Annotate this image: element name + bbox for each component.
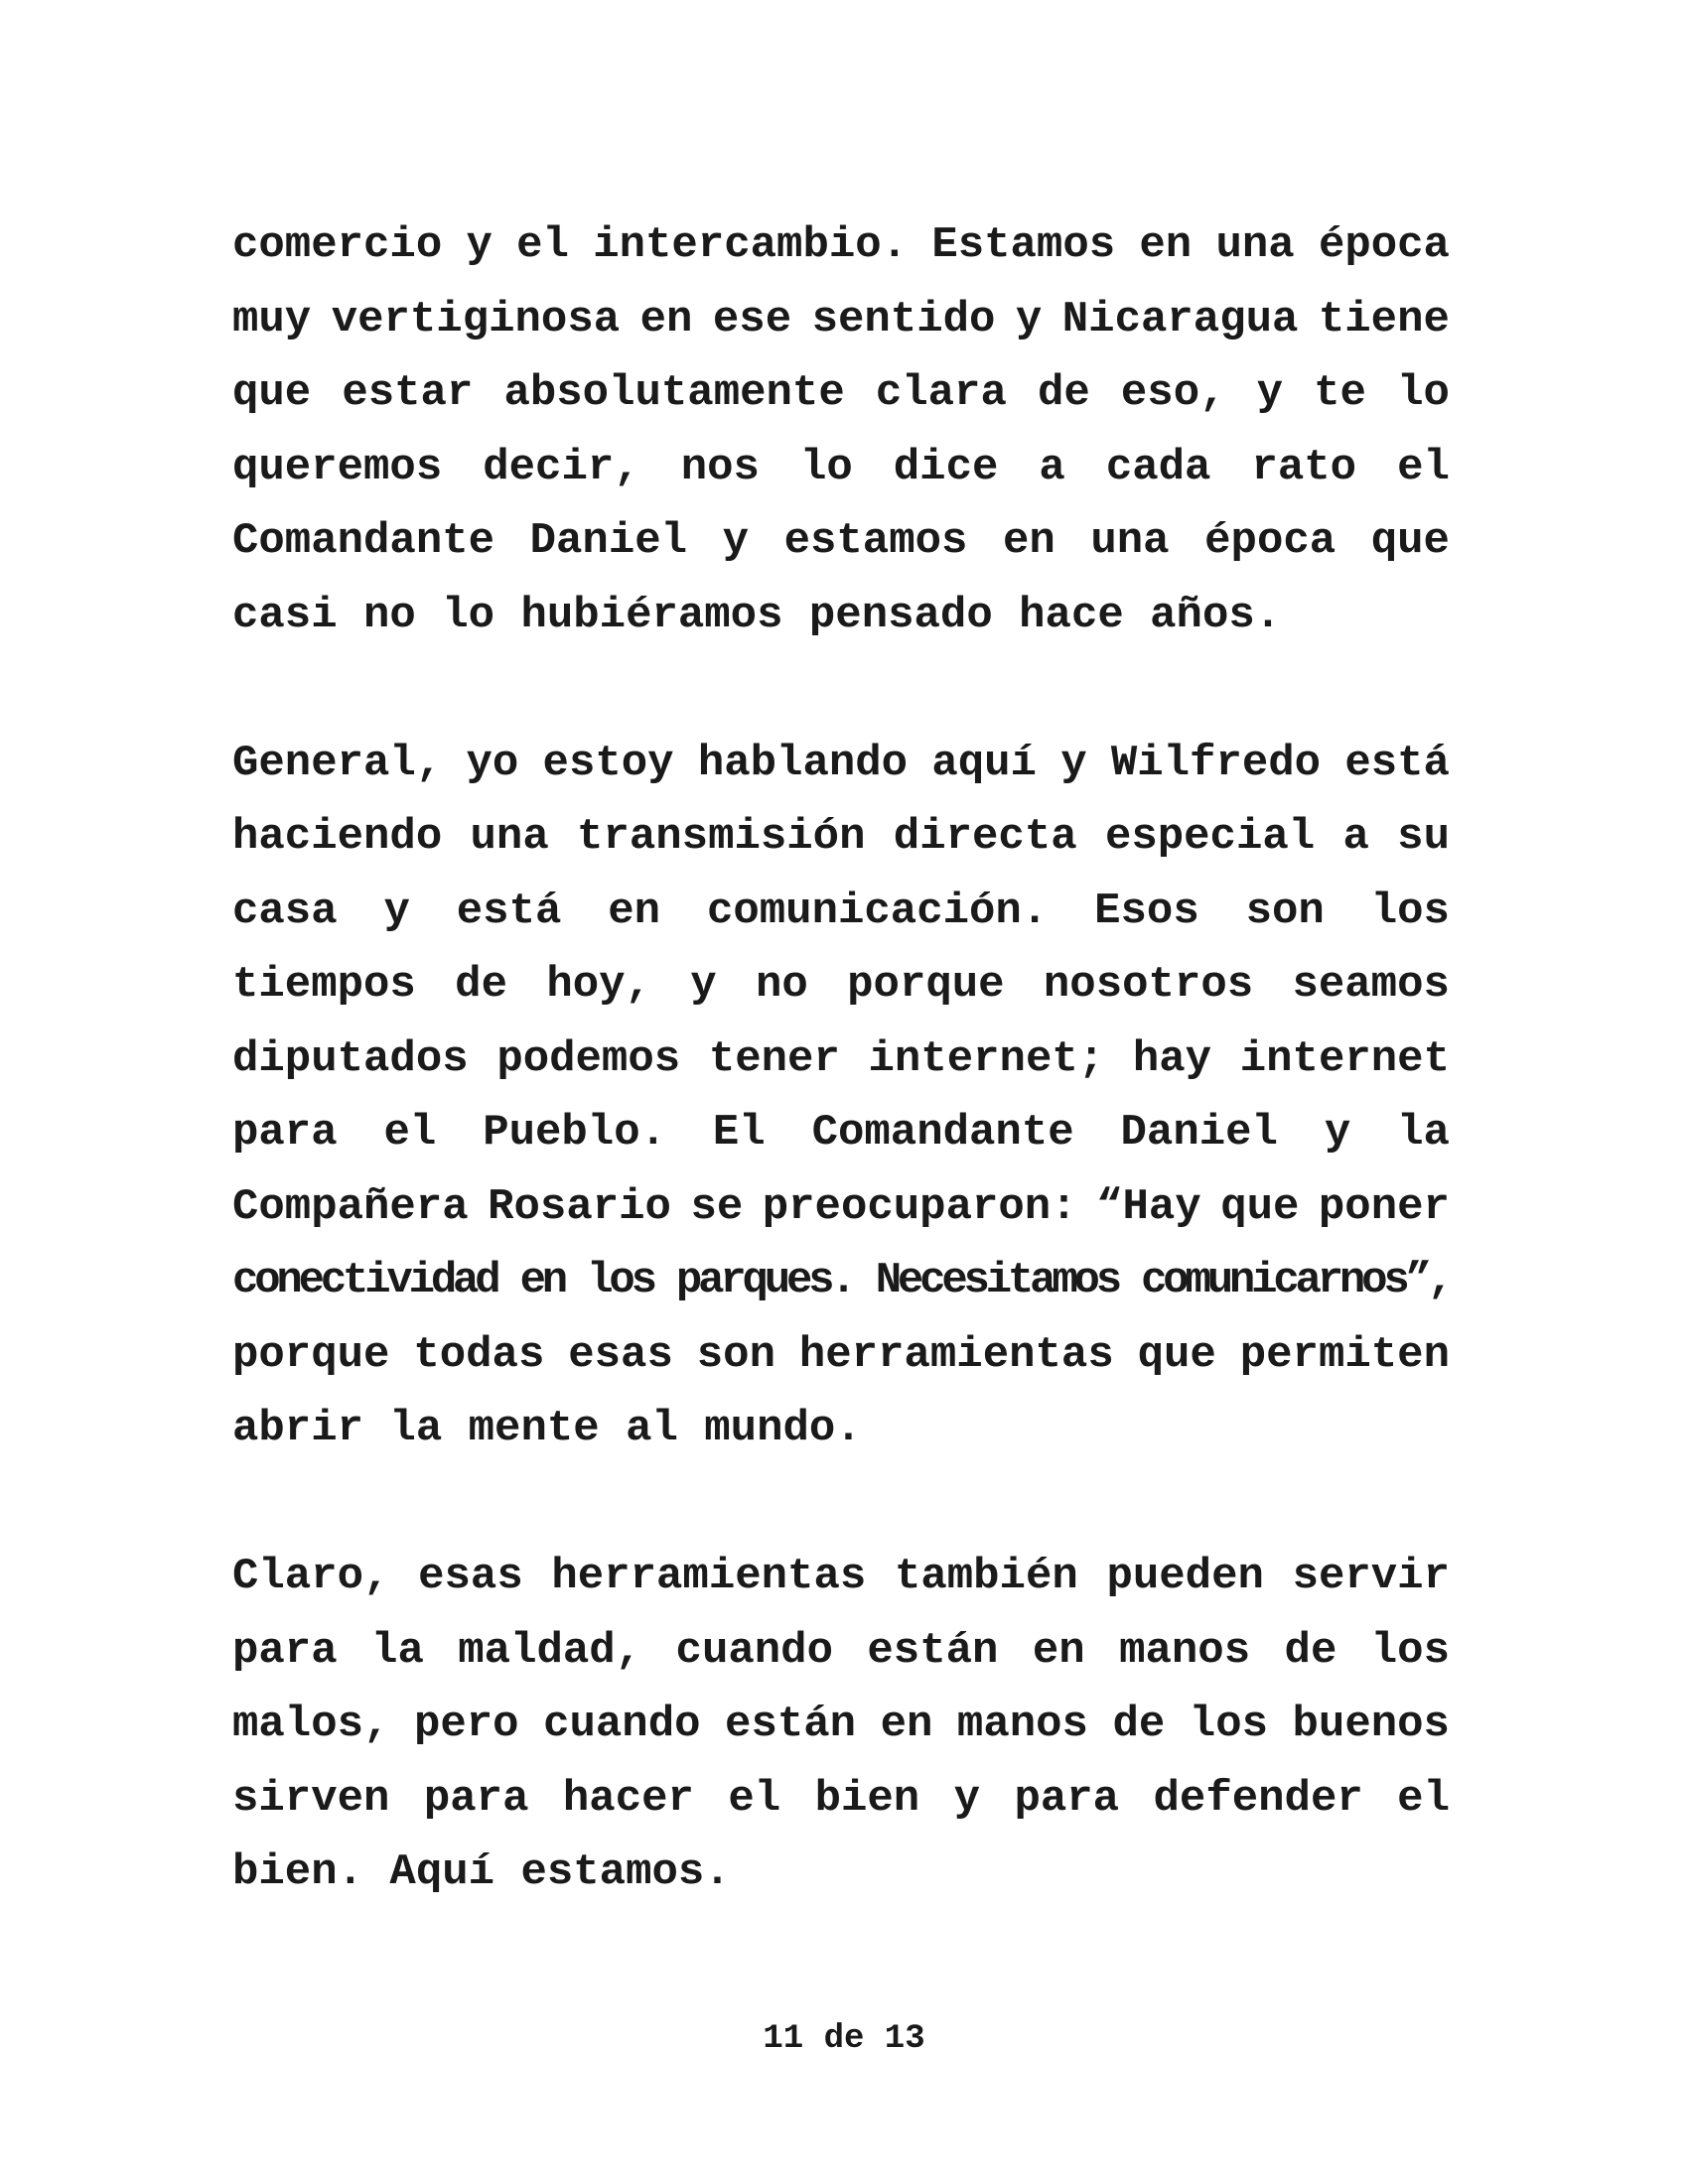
word: General, (232, 738, 443, 788)
word: está (1344, 738, 1450, 788)
word: y (690, 960, 717, 1010)
word: cuando (543, 1700, 701, 1749)
word: haciendo (232, 812, 443, 862)
word: para (423, 1773, 529, 1824)
text-line (232, 208, 1450, 283)
text-line (232, 800, 1450, 875)
text-line: bien. Aquí estamos. (232, 1847, 731, 1897)
word: pueden (1106, 1552, 1264, 1601)
word: que (1220, 1181, 1300, 1232)
word: Daniel (1120, 1108, 1278, 1158)
word: el (1397, 1773, 1450, 1824)
word: para (232, 1108, 338, 1158)
word: tener (708, 1033, 840, 1084)
text-line: abrir la mente al mundo. (232, 1404, 862, 1453)
word: está (456, 886, 562, 936)
word: esas (418, 1552, 523, 1601)
word: los (1189, 1700, 1269, 1749)
word: decir, (483, 442, 640, 492)
word: tiene (1318, 294, 1450, 344)
word: una (470, 812, 549, 862)
word: hay (1132, 1033, 1212, 1084)
word: el (516, 220, 569, 270)
word: herramientas (551, 1552, 867, 1601)
text-line (232, 875, 1450, 949)
word: no (756, 960, 808, 1010)
word: la (371, 1625, 424, 1676)
word: época (1204, 516, 1336, 566)
text-line (232, 1170, 1450, 1245)
word: y (1015, 294, 1043, 344)
word: y (1324, 1108, 1351, 1158)
word: manos (956, 1700, 1088, 1749)
word: muy (232, 294, 312, 344)
word: “Hay (1096, 1181, 1201, 1232)
word: también (894, 1552, 1078, 1601)
word: para (1014, 1773, 1120, 1824)
word: porque (847, 960, 1005, 1010)
word: pero (413, 1700, 519, 1749)
word: Comandante (811, 1108, 1074, 1158)
word: buenos (1292, 1700, 1450, 1749)
text-line (232, 1762, 1450, 1837)
text-line (232, 283, 1450, 357)
word: a (1039, 442, 1065, 492)
word: lo (799, 442, 853, 492)
word: comunicación. (706, 886, 1049, 936)
word: porque (232, 1329, 390, 1380)
word: una (1090, 516, 1170, 566)
text-line (232, 948, 1450, 1023)
word: y (1060, 738, 1087, 788)
word: absolutamente (503, 368, 845, 418)
text-line (232, 1023, 1450, 1097)
word: servir (1292, 1552, 1450, 1601)
text-line (232, 1318, 1450, 1393)
word: ese (712, 294, 792, 344)
word: Necesitamos (875, 1256, 1118, 1305)
paragraph-1 (232, 208, 1450, 652)
word: malos, (232, 1700, 390, 1749)
text-line: casi no lo hubiéramos pensado hace años. (232, 590, 1282, 640)
word: rato (1251, 442, 1357, 492)
word: aquí (931, 738, 1037, 788)
word: Wilfredo (1110, 738, 1322, 788)
word: tiempos (232, 960, 416, 1010)
word: de (1112, 1700, 1166, 1749)
word: dice (893, 442, 999, 492)
word: nosotros (1043, 960, 1254, 1010)
word: eso, (1120, 368, 1226, 418)
paragraph-2 (232, 727, 1450, 1466)
word: Compañera (232, 1181, 469, 1232)
word: te (1314, 368, 1366, 418)
word: Claro, (232, 1552, 390, 1601)
body-text (232, 208, 1450, 1983)
word: Rosario (488, 1181, 671, 1232)
word: cuando (675, 1625, 833, 1676)
word: transmisión (577, 812, 866, 862)
word: manos (1119, 1625, 1251, 1676)
word: internet (1239, 1033, 1450, 1084)
word: sentido (811, 294, 996, 344)
word: defender (1153, 1773, 1363, 1824)
word: la (1397, 1108, 1450, 1158)
word: en (880, 1700, 933, 1749)
word: preocuparon: (762, 1181, 1077, 1232)
word: época (1318, 220, 1450, 270)
word: conectividad (232, 1256, 497, 1305)
word: en (1032, 1625, 1085, 1676)
word: bien (814, 1773, 920, 1824)
word: maldad, (458, 1625, 642, 1676)
text-line (232, 1614, 1450, 1689)
word: esas (568, 1329, 673, 1380)
word: estamos (783, 516, 968, 566)
word: para (232, 1625, 338, 1676)
word: seamos (1292, 960, 1450, 1010)
word: cada (1105, 442, 1211, 492)
word: y (953, 1773, 981, 1824)
word: están (867, 1625, 999, 1676)
word: todas (413, 1329, 545, 1380)
word: El (712, 1108, 766, 1158)
word: en (608, 886, 661, 936)
word: queremos (232, 442, 443, 492)
word: comercio (232, 220, 443, 270)
word: herramientas (798, 1329, 1114, 1380)
text-line (232, 1244, 1450, 1318)
word: y (466, 220, 492, 270)
word: internet; (868, 1033, 1105, 1084)
word: el (383, 1108, 437, 1158)
word: son (1245, 886, 1325, 936)
word: parques. (675, 1256, 853, 1305)
word: diputados (232, 1033, 469, 1084)
word: que (232, 368, 312, 418)
word: intercambio. (593, 220, 909, 270)
word: vertiginosa (331, 294, 621, 344)
word: y (383, 886, 410, 936)
word: en (639, 294, 693, 344)
paragraph-3 (232, 1540, 1450, 1910)
word: y (722, 516, 750, 566)
word: comunicarnos”, (1141, 1256, 1450, 1305)
word: Pueblo. (483, 1108, 667, 1158)
word: de (1284, 1625, 1337, 1676)
word: hoy, (546, 960, 651, 1010)
word: Estamos (931, 220, 1116, 270)
word: yo (466, 738, 519, 788)
word: son (696, 1329, 775, 1380)
word: de (1037, 368, 1090, 418)
word: Comandante (232, 516, 495, 566)
word: los (1370, 886, 1450, 936)
word: en (519, 1256, 565, 1305)
text-line (232, 431, 1450, 505)
word: los (1370, 1625, 1450, 1676)
word: que (1370, 516, 1450, 566)
word: lo (1397, 368, 1450, 418)
text-line (232, 727, 1450, 801)
word: nos (680, 442, 760, 492)
word: especial (1104, 812, 1316, 862)
word: permiten (1239, 1329, 1450, 1380)
word: el (1397, 442, 1450, 492)
word: Esos (1094, 886, 1199, 936)
text-line (232, 356, 1450, 431)
word: que (1137, 1329, 1216, 1380)
word: casa (232, 886, 338, 936)
word: están (725, 1700, 857, 1749)
word: a (1342, 812, 1369, 862)
word: hablando (697, 738, 909, 788)
word: estoy (542, 738, 674, 788)
page-number: 11 de 13 (763, 2020, 925, 2058)
word: podemos (496, 1033, 681, 1084)
word: se (690, 1181, 744, 1232)
word: de (455, 960, 507, 1010)
word: una (1215, 220, 1295, 270)
word: y (1256, 368, 1284, 418)
word: Daniel (529, 516, 688, 566)
word: estar (342, 368, 474, 418)
word: sirven (232, 1773, 390, 1824)
text-line (232, 504, 1450, 579)
word: en (1139, 220, 1193, 270)
word: directa (893, 812, 1077, 862)
text-line (232, 1096, 1450, 1170)
word: clara (875, 368, 1007, 418)
text-line (232, 1688, 1450, 1762)
word: hacer (562, 1773, 694, 1824)
word: poner (1318, 1181, 1450, 1232)
word: el (728, 1773, 781, 1824)
word: en (1002, 516, 1055, 566)
word: su (1397, 812, 1450, 862)
word: Nicaragua (1061, 294, 1299, 344)
text-line (232, 1540, 1450, 1614)
word: los (587, 1256, 653, 1305)
